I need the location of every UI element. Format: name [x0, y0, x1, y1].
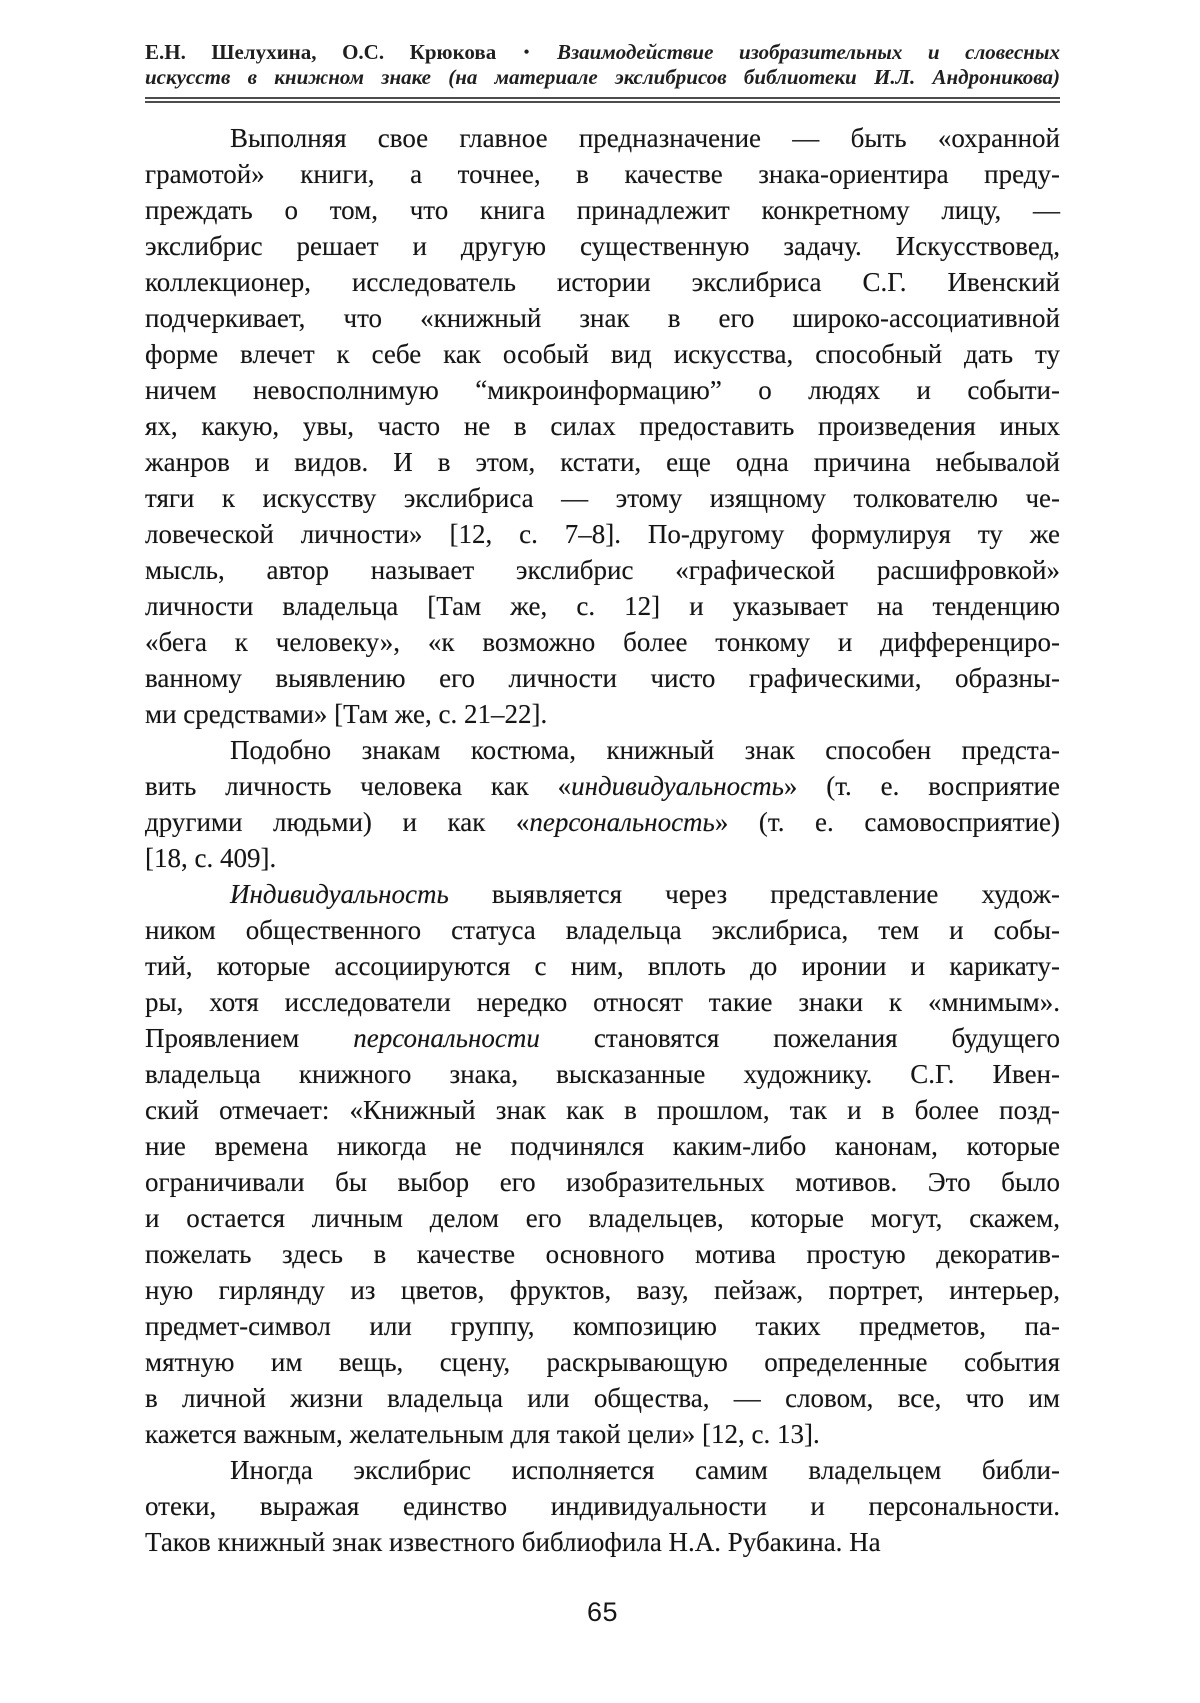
text-segment: мысль, автор называет экслибрис «графической расшифровкой» [145, 555, 1060, 585]
text-line [145, 1164, 1060, 1200]
text-line [145, 1488, 1060, 1524]
text-segment: преждать о том, что книга принадлежит конкретному лицу, — [145, 195, 1060, 225]
text-line [145, 696, 1060, 732]
text-segment: ловеческой личности» [12, с. 7–8]. По-другому формулируя ту же [145, 519, 1060, 549]
text-line [145, 840, 1060, 876]
text-segment: мятную им вещь, сцену, раскрывающую определенные события [145, 1347, 1060, 1377]
text-line [145, 804, 1060, 840]
italic-text-segment: Индивидуальность [230, 879, 449, 909]
italic-text-segment: персональности [353, 1023, 540, 1053]
text-line [145, 732, 1060, 768]
text-segment: Выполняя свое главное предназначение — быть «охранной [230, 123, 1060, 153]
article-body [145, 120, 1060, 1560]
text-segment: другими людьми) и как « [145, 807, 530, 837]
italic-text-segment: персональность [529, 807, 715, 837]
text-line [145, 1128, 1060, 1164]
text-segment: подчеркивает, что «книжный знак в его широко-ассоциативной [145, 303, 1060, 333]
text-segment: » (т. е. восприятие [783, 771, 1060, 801]
text-segment: тяги к искусству экслибриса — этому изящному толкователю че- [145, 483, 1060, 513]
text-segment: пожелать здесь в качестве основного мотива простую декоратив- [145, 1239, 1060, 1269]
text-line [145, 1236, 1060, 1272]
text-segment: ях, какую, увы, часто не в силах предоставить произведения иных [145, 411, 1060, 441]
text-line [145, 984, 1060, 1020]
text-segment: форме влечет к себе как особый вид искусства, способный дать ту [145, 339, 1060, 369]
text-segment: тий, которые ассоциируются с ним, вплоть до иронии и карикату- [145, 951, 1060, 981]
text-line [145, 444, 1060, 480]
running-head [145, 40, 1060, 90]
text-line [145, 1524, 1060, 1560]
text-segment: предмет-символ или группу, композицию таких предметов, па- [145, 1311, 1060, 1341]
text-line [145, 192, 1060, 228]
italic-text-segment: индивидуальность [571, 771, 784, 801]
text-line [145, 660, 1060, 696]
text-segment: [18, с. 409]. [145, 843, 277, 873]
text-segment: ми средствами» [Там же, с. 21–22]. [145, 699, 548, 729]
text-line [145, 1452, 1060, 1488]
text-line [145, 1308, 1060, 1344]
text-line [145, 156, 1060, 192]
text-segment: кажется важным, желательным для такой цели» [12, с. 13]. [145, 1419, 820, 1449]
text-segment: » (т. е. самовосприятие) [714, 807, 1061, 837]
paragraph [145, 732, 1060, 876]
text-segment: ванному выявлению его личности чисто графическими, образны- [145, 663, 1060, 693]
text-segment: коллекционер, исследователь истории экслибриса С.Г. Ивенский [145, 267, 1060, 297]
text-line [145, 1416, 1060, 1452]
text-segment: Подобно знакам костюма, книжный знак способен предста- [230, 735, 1060, 765]
text-line [145, 408, 1060, 444]
text-line [145, 480, 1060, 516]
text-segment: Иногда экслибрис исполняется самим владельцем библи- [230, 1455, 1060, 1485]
text-segment: ский отмечает: «Книжный знак как в прошлом, так и в более позд- [145, 1095, 1060, 1125]
text-segment: ние времена никогда не подчинялся каким-либо канонам, которые [145, 1131, 1060, 1161]
text-segment: Таков книжный знак известного библиофила Н.А. Рубакина. На [145, 1527, 881, 1557]
text-line [145, 768, 1060, 804]
text-segment: экслибрис решает и другую существенную задачу. Искусствовед, [145, 231, 1060, 261]
text-line [145, 1272, 1060, 1308]
text-line [145, 516, 1060, 552]
text-line [145, 120, 1060, 156]
text-line [145, 336, 1060, 372]
text-line [145, 1092, 1060, 1128]
running-head-line-2 [145, 65, 1060, 90]
text-line [145, 372, 1060, 408]
text-line [145, 624, 1060, 660]
header-double-rule [145, 97, 1060, 103]
text-segment: в личной жизни владельца или общества, — словом, все, что им [145, 1383, 1060, 1413]
paragraph [145, 1452, 1060, 1560]
paragraph [145, 876, 1060, 1452]
text-line [145, 588, 1060, 624]
text-line [145, 1200, 1060, 1236]
bullet-separator: • [523, 44, 530, 61]
text-segment: ную гирлянду из цветов, фруктов, вазу, пейзаж, портрет, интерьер, [145, 1275, 1060, 1305]
text-line [145, 1380, 1060, 1416]
running-head-title-part1: Взаимодействие изобразительных и словесных [556, 40, 1060, 64]
running-head-line-1 [145, 40, 1060, 65]
paragraph [145, 120, 1060, 732]
text-line [145, 1020, 1060, 1056]
text-segment: и остается личным делом его владельцев, которые могут, скажем, [145, 1203, 1060, 1233]
text-line [145, 1056, 1060, 1092]
text-segment: ником общественного статуса владельца экслибриса, тем и собы- [145, 915, 1060, 945]
text-line [145, 264, 1060, 300]
text-segment: личности владельца [Там же, с. 12] и указывает на тенденцию [145, 591, 1060, 621]
text-segment: ничем невосполнимую “микроинформацию” о людях и событи- [145, 375, 1060, 405]
running-head-authors: Е.Н. Шелухина, О.С. Крюкова [145, 40, 497, 64]
text-line [145, 228, 1060, 264]
text-segment: грамотой» книги, а точнее, в качестве знака-ориентира преду- [145, 159, 1060, 189]
text-line [145, 552, 1060, 588]
text-segment: выявляется через представление худож- [448, 879, 1060, 909]
text-segment: жанров и видов. И в этом, кстати, еще одна причина небывалой [145, 447, 1060, 477]
text-line [145, 912, 1060, 948]
text-line [145, 300, 1060, 336]
text-line [145, 876, 1060, 912]
text-line [145, 1344, 1060, 1380]
text-segment: ры, хотя исследователи нередко относят такие знаки к «мнимым». [145, 987, 1060, 1017]
running-head-title-part2: искусств в книжном знаке (на материале экслибрисов библиотеки И.Л. Андроникова) [145, 65, 1060, 89]
text-segment: Проявлением [145, 1023, 354, 1053]
text-segment: отеки, выражая единство индивидуальности и персональности. [145, 1491, 1060, 1521]
text-segment: «бега к человеку», «к возможно более тонкому и дифференциро- [145, 627, 1060, 657]
text-segment: вить личность человека как « [145, 771, 572, 801]
text-line [145, 948, 1060, 984]
text-segment: становятся пожелания будущего [539, 1023, 1060, 1053]
text-segment: владельца книжного знака, высказанные художнику. С.Г. Ивен- [145, 1059, 1060, 1089]
page-number: 65 [586, 1597, 619, 1627]
text-segment: ограничивали бы выбор его изобразительных мотивов. Это было [145, 1167, 1060, 1197]
